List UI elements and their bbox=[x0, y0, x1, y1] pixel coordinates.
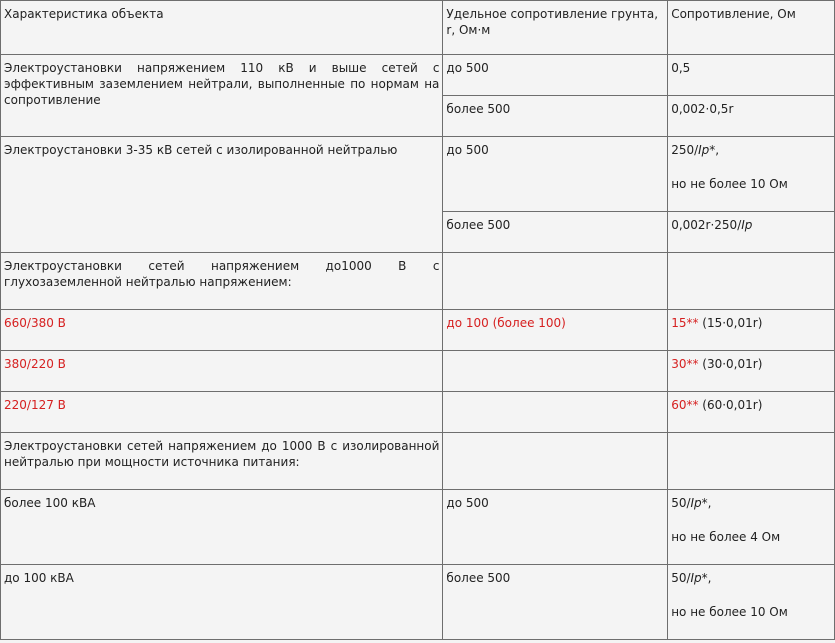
resistance-formula: 50/ bbox=[671, 571, 691, 585]
table-row bbox=[1, 490, 835, 565]
resistance-cell bbox=[668, 212, 835, 253]
resistance-note: но не более 10 Ом bbox=[671, 605, 788, 619]
resistance-suffix: , bbox=[707, 571, 712, 585]
object-cell: Электроустановки сетей напряжением до1000 В с глухозаземленной нейтралью напряжением: bbox=[1, 253, 443, 310]
soil-cell: более 500 bbox=[443, 96, 668, 137]
header-object: Характеристика объекта bbox=[1, 1, 443, 55]
soil-cell bbox=[443, 433, 668, 490]
soil-cell: до 500 bbox=[443, 55, 668, 96]
object-cell: Электроустановки сетей напряжением до 1000 В с изолированной нейтралью при мощности источника питания: bbox=[1, 433, 443, 490]
resistance-formula: 250/ bbox=[671, 143, 699, 157]
resistance-value-highlight: 60** bbox=[671, 398, 699, 412]
soil-cell: до 100 (более 100) bbox=[443, 310, 668, 351]
table-row bbox=[1, 433, 835, 490]
resistance-note: но не более 10 Ом bbox=[671, 177, 788, 191]
table-row bbox=[1, 253, 835, 310]
resistance-formula: (60·0,01r) bbox=[698, 398, 763, 412]
soil-cell: более 500 bbox=[443, 212, 668, 253]
table-header-row bbox=[1, 1, 835, 55]
resistance-cell bbox=[668, 392, 835, 433]
resistance-cell: 0,5 bbox=[668, 55, 835, 96]
object-cell: 380/220 В bbox=[1, 351, 443, 392]
soil-cell bbox=[443, 351, 668, 392]
resistance-cell bbox=[668, 490, 835, 565]
soil-cell: до 500 bbox=[443, 137, 668, 212]
current-symbol: Iр bbox=[741, 218, 753, 232]
resistance-cell bbox=[668, 253, 835, 310]
resistance-value-highlight: 30** bbox=[671, 357, 699, 371]
current-symbol: Iр* bbox=[690, 496, 708, 510]
table-row bbox=[1, 565, 835, 640]
soil-cell: более 500 bbox=[443, 565, 668, 640]
table-row bbox=[1, 137, 835, 212]
resistance-formula: (15·0,01r) bbox=[698, 316, 763, 330]
object-cell: до 100 кВА bbox=[1, 565, 443, 640]
soil-cell bbox=[443, 253, 668, 310]
resistance-note: но не более 4 Ом bbox=[671, 530, 781, 544]
resistance-cell bbox=[668, 565, 835, 640]
resistance-formula: 50/ bbox=[671, 496, 691, 510]
object-cell: Электроустановки напряжением 110 кВ и выше сетей с эффективным заземлением нейтрали, выполненные по нормам на сопротивление bbox=[1, 55, 443, 137]
object-cell: Электроустановки 3-35 кВ сетей с изолированной нейтралью bbox=[1, 137, 443, 253]
table-row bbox=[1, 392, 835, 433]
resistance-cell bbox=[668, 433, 835, 490]
header-soil-resistivity: Удельное сопротивление грунта, r, Ом·м bbox=[443, 1, 668, 55]
object-cell: 660/380 В bbox=[1, 310, 443, 351]
resistance-cell: 0,002·0,5r bbox=[668, 96, 835, 137]
table-row bbox=[1, 310, 835, 351]
resistance-value-highlight: 15** bbox=[671, 316, 699, 330]
table-row bbox=[1, 55, 835, 96]
resistance-cell bbox=[668, 310, 835, 351]
resistance-cell bbox=[668, 137, 835, 212]
object-cell: 220/127 В bbox=[1, 392, 443, 433]
table-row bbox=[1, 351, 835, 392]
header-resistance: Сопротивление, Ом bbox=[668, 1, 835, 55]
current-symbol: Iр* bbox=[698, 143, 716, 157]
soil-cell bbox=[443, 392, 668, 433]
current-symbol: Iр* bbox=[690, 571, 708, 585]
resistance-suffix: , bbox=[707, 496, 712, 510]
resistance-cell bbox=[668, 351, 835, 392]
soil-cell: до 500 bbox=[443, 490, 668, 565]
resistance-suffix: , bbox=[715, 143, 720, 157]
resistance-formula: 0,002r·250/ bbox=[671, 218, 742, 232]
resistance-formula: (30·0,01r) bbox=[698, 357, 763, 371]
object-cell: более 100 кВА bbox=[1, 490, 443, 565]
